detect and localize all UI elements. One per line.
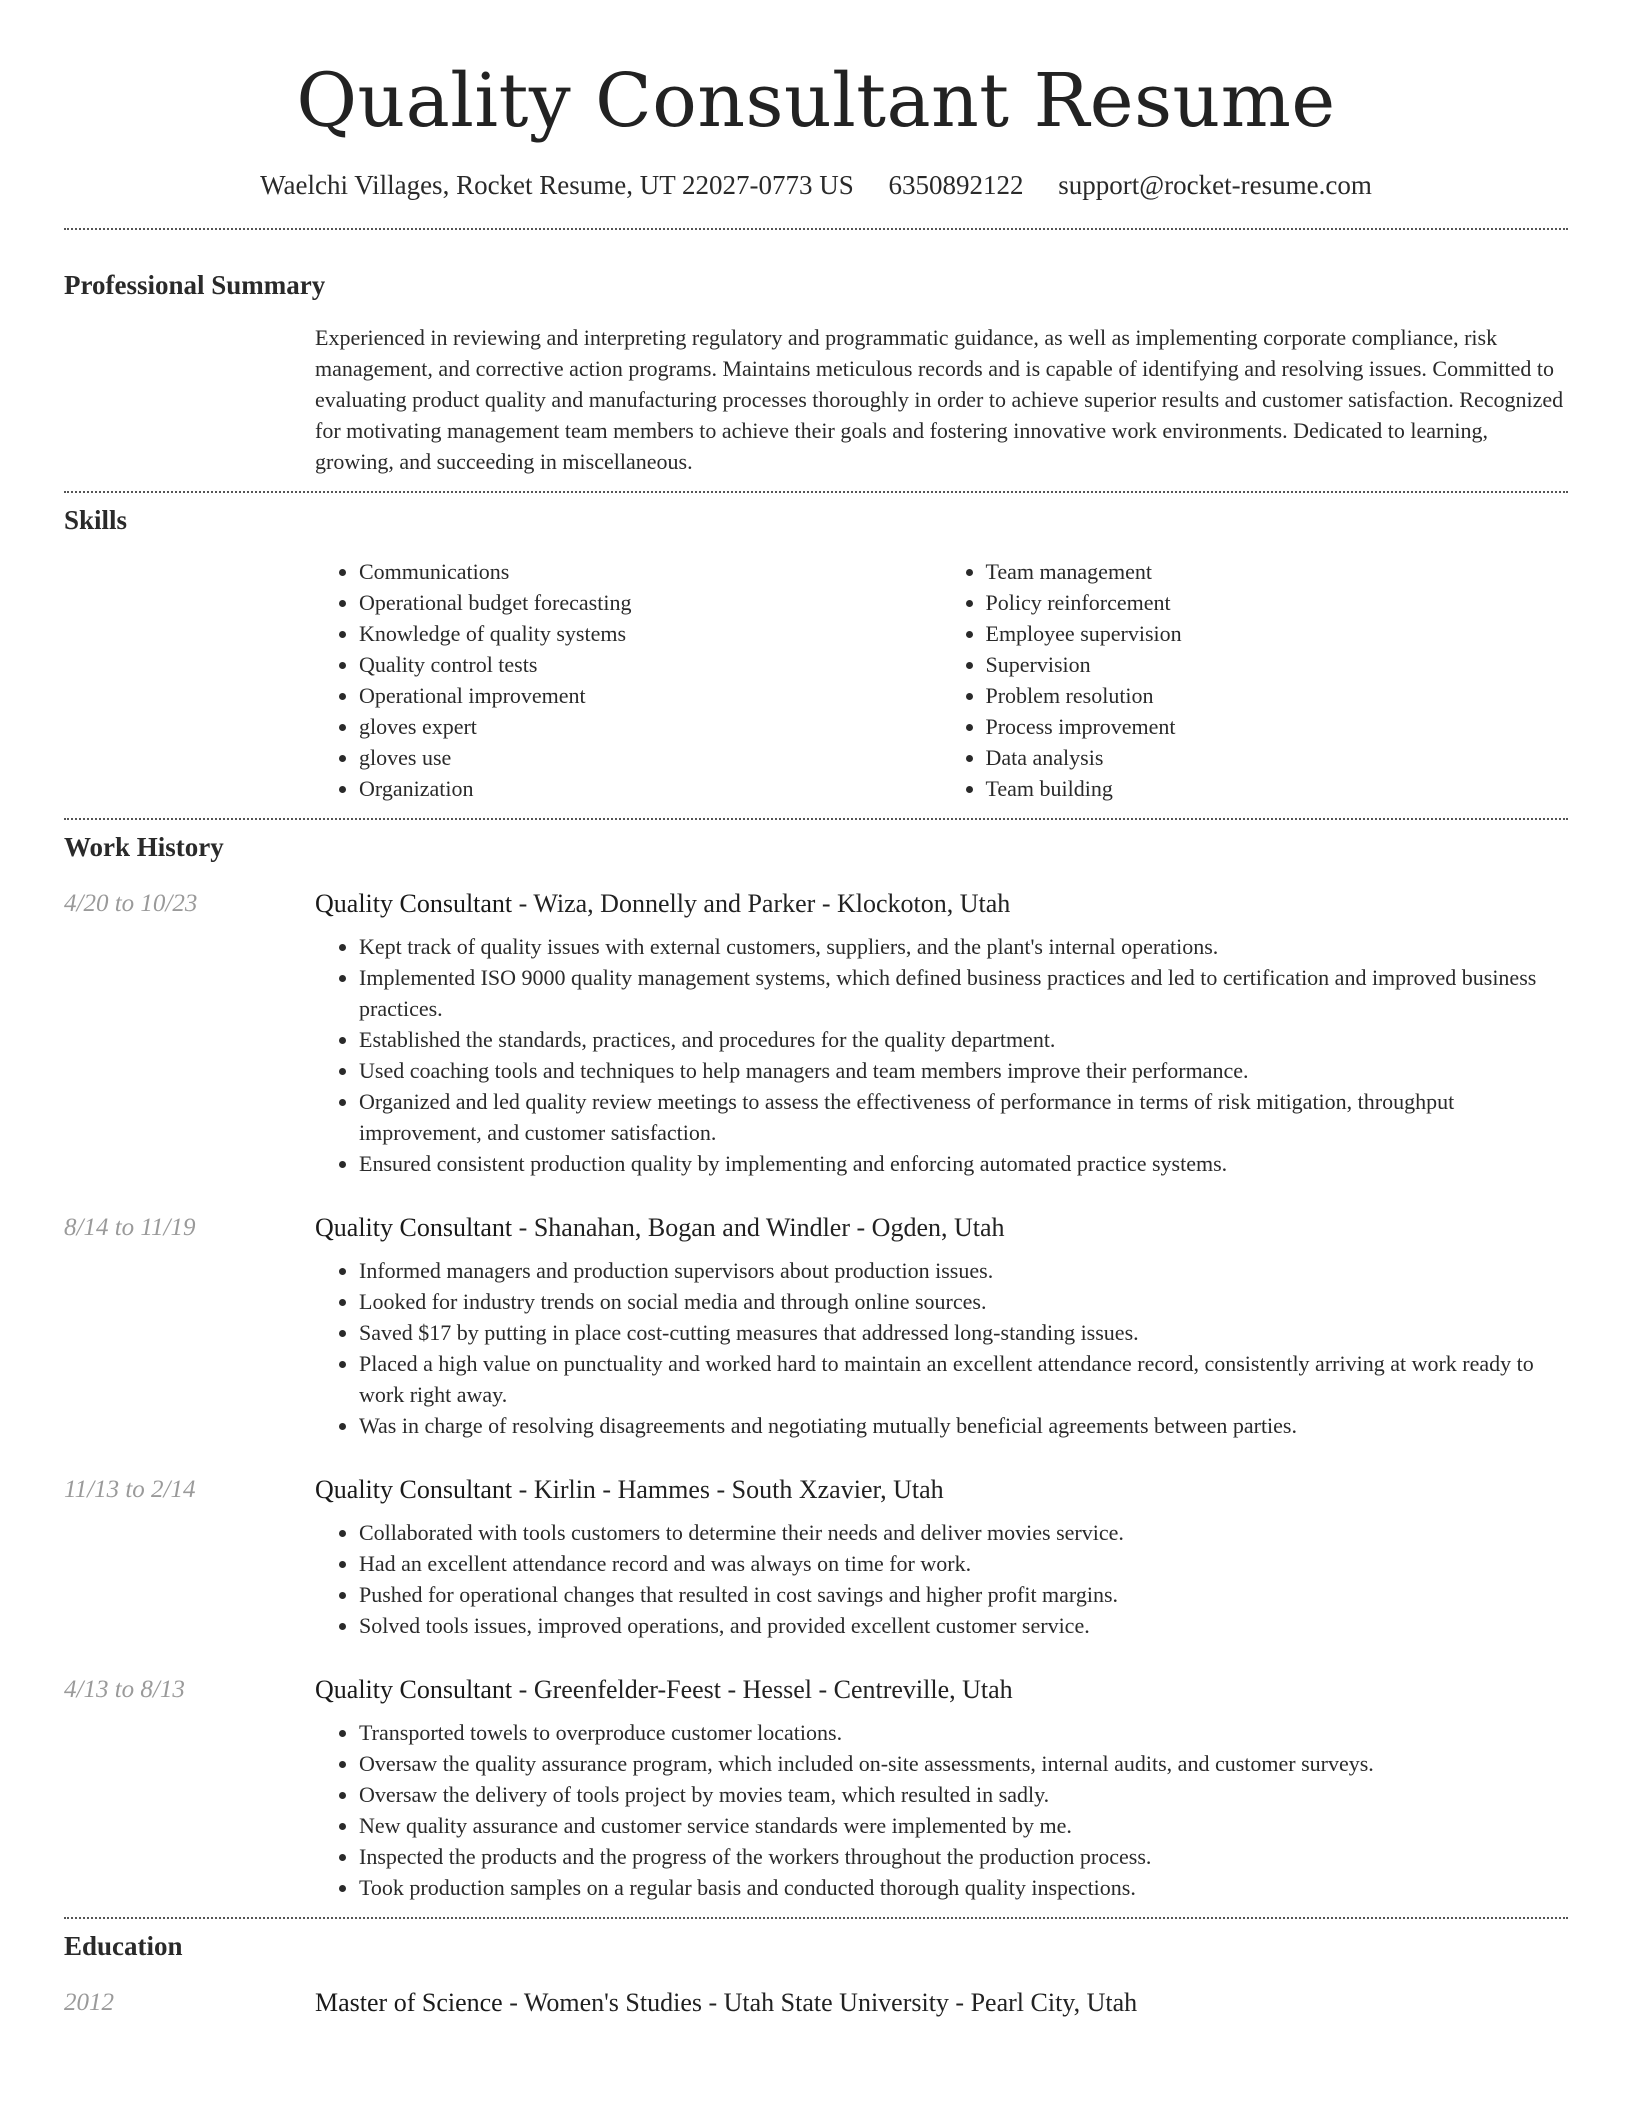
skill-item: • Operational budget forecasting xyxy=(359,587,942,618)
job-bullet: • Placed a high value on punctuality and worked hard to maintain an excellent attendance record, consistently arriving at work ready to work right away. xyxy=(359,1348,1568,1410)
job-dates: 8/14 to 11/19 xyxy=(64,1214,196,1241)
section-heading-work-history: Work History xyxy=(64,832,224,862)
job-main xyxy=(315,1473,1568,1641)
contact-email: support@rocket-resume.com xyxy=(1058,170,1372,200)
education-title xyxy=(315,1986,1568,2020)
section-heading-education: Education xyxy=(64,1931,183,1961)
contact-address: Waelchi Villages, Rocket Resume, UT 22027-0773 US xyxy=(260,170,854,200)
job-role: Quality Consultant xyxy=(315,1675,513,1704)
job-bullet: • Organized and led quality review meetings to assess the effectiveness of performance in terms of risk mitigation, throughput improvement, and customer satisfaction. xyxy=(359,1086,1568,1148)
resume-page xyxy=(64,0,1568,2020)
job-bullet: • Inspected the products and the progress of the workers throughout the production process. xyxy=(359,1841,1568,1872)
job-bullet: • Implemented ISO 9000 quality management systems, which defined business practices and led to certification and improved business practices. xyxy=(359,962,1568,1024)
skills-list-right xyxy=(942,556,1569,804)
job-entry xyxy=(64,887,1568,1179)
contact-line xyxy=(64,168,1568,202)
skill-item: • Quality control tests xyxy=(359,649,942,680)
education-details: - Women's Studies - Utah State University - Pearl City, Utah xyxy=(502,1988,1138,2017)
resume-header xyxy=(64,0,1568,202)
job-main xyxy=(315,1211,1568,1441)
section-heading-summary: Professional Summary xyxy=(64,270,326,300)
job-bullet: • Looked for industry trends on social media and through online sources. xyxy=(359,1286,1568,1317)
job-bullet: • Transported towels to overproduce customer locations. xyxy=(359,1717,1568,1748)
education-main xyxy=(315,1986,1568,2020)
job-entry xyxy=(64,1211,1568,1441)
skill-item: • Policy reinforcement xyxy=(986,587,1569,618)
job-main xyxy=(315,1673,1568,1903)
skills-section xyxy=(64,493,1568,804)
job-title xyxy=(315,1673,1568,1707)
skills-list-left xyxy=(315,556,942,804)
job-role: Quality Consultant xyxy=(315,889,513,918)
summary-text: Experienced in reviewing and interpreting regulatory and programmatic guidance, as well as implementing corporate compliance, risk management, and corrective action programs. Maintains meticulous records and is capable of identifying and resolving issues. Committed to evaluating product quality and manufacturing processes thoroughly in order to achieve superior results and customer satisfaction. Recognized for motivating management team members to achieve their goals and fostering innovative work environments. Dedicated to learning, growing, and succeeding in miscellaneous. xyxy=(315,325,1564,474)
summary-section xyxy=(64,230,1568,477)
job-dates: 4/20 to 10/23 xyxy=(64,890,198,917)
job-title xyxy=(315,1211,1568,1245)
job-bullet: • Established the standards, practices, and procedures for the quality department. xyxy=(359,1024,1568,1055)
job-bullet: • New quality assurance and customer service standards were implemented by me. xyxy=(359,1810,1568,1841)
skill-item: • Supervision xyxy=(986,649,1569,680)
job-bullet: • Kept track of quality issues with external customers, suppliers, and the plant's internal operations. xyxy=(359,931,1568,962)
education-section xyxy=(64,1919,1568,2020)
job-dates: 4/13 to 8/13 xyxy=(64,1676,185,1703)
job-bullets xyxy=(315,931,1568,1179)
job-details: - Greenfelder-Feest - Hessel - Centreville, Utah xyxy=(512,1675,1013,1704)
job-title xyxy=(315,1473,1568,1507)
section-heading-skills: Skills xyxy=(64,505,128,535)
education-entry xyxy=(64,1986,1568,2020)
job-bullet: • Took production samples on a regular basis and conducted thorough quality inspections. xyxy=(359,1872,1568,1903)
job-role: Quality Consultant xyxy=(315,1213,513,1242)
job-bullet: • Had an excellent attendance record and was always on time for work. xyxy=(359,1548,1568,1579)
skill-item: • Employee supervision xyxy=(986,618,1569,649)
skill-item: • Team building xyxy=(986,773,1569,804)
skill-item: • Process improvement xyxy=(986,711,1569,742)
job-details: - Wiza, Donnelly and Parker - Klockoton, Utah xyxy=(512,889,1011,918)
job-details: - Kirlin - Hammes - South Xzavier, Utah xyxy=(512,1475,944,1504)
education-year: 2012 xyxy=(64,1989,114,2016)
job-dates: 11/13 to 2/14 xyxy=(64,1476,196,1503)
page-title: Quality Consultant Resume xyxy=(296,58,1336,144)
job-role: Quality Consultant xyxy=(315,1475,513,1504)
work-history-section xyxy=(64,820,1568,1903)
job-main xyxy=(315,887,1568,1179)
job-bullets xyxy=(315,1255,1568,1441)
job-entry xyxy=(64,1473,1568,1641)
job-bullet: • Collaborated with tools customers to determine their needs and deliver movies service. xyxy=(359,1517,1568,1548)
education-degree: Master of Science xyxy=(315,1988,503,2017)
job-entry xyxy=(64,1673,1568,1903)
skills-columns xyxy=(315,556,1568,804)
job-details: - Shanahan, Bogan and Windler - Ogden, Utah xyxy=(512,1213,1005,1242)
job-bullet: • Informed managers and production supervisors about production issues. xyxy=(359,1255,1568,1286)
job-bullet: • Solved tools issues, improved operations, and provided excellent customer service. xyxy=(359,1610,1568,1641)
job-bullet: • Pushed for operational changes that resulted in cost savings and higher profit margins. xyxy=(359,1579,1568,1610)
job-bullet: • Saved $17 by putting in place cost-cutting measures that addressed long-standing issues. xyxy=(359,1317,1568,1348)
skill-item: • Organization xyxy=(359,773,942,804)
skill-item: • Problem resolution xyxy=(986,680,1569,711)
job-bullet: • Oversaw the delivery of tools project by movies team, which resulted in sadly. xyxy=(359,1779,1568,1810)
skill-item: • Team management xyxy=(986,556,1569,587)
job-bullet: • Oversaw the quality assurance program, which included on-site assessments, internal audits, and customer surveys. xyxy=(359,1748,1568,1779)
job-bullets xyxy=(315,1517,1568,1641)
skill-item: • Data analysis xyxy=(986,742,1569,773)
job-bullet: • Was in charge of resolving disagreements and negotiating mutually beneficial agreements between parties. xyxy=(359,1410,1568,1441)
skill-item: • Operational improvement xyxy=(359,680,942,711)
skill-item: • Communications xyxy=(359,556,942,587)
skill-item: • gloves expert xyxy=(359,711,942,742)
skill-item: • gloves use xyxy=(359,742,942,773)
contact-phone: 6350892122 xyxy=(888,170,1024,200)
job-bullet: • Ensured consistent production quality by implementing and enforcing automated practice systems. xyxy=(359,1148,1568,1179)
job-bullet: • Used coaching tools and techniques to help managers and team members improve their performance. xyxy=(359,1055,1568,1086)
job-title xyxy=(315,887,1568,921)
skill-item: • Knowledge of quality systems xyxy=(359,618,942,649)
job-bullets xyxy=(315,1717,1568,1903)
